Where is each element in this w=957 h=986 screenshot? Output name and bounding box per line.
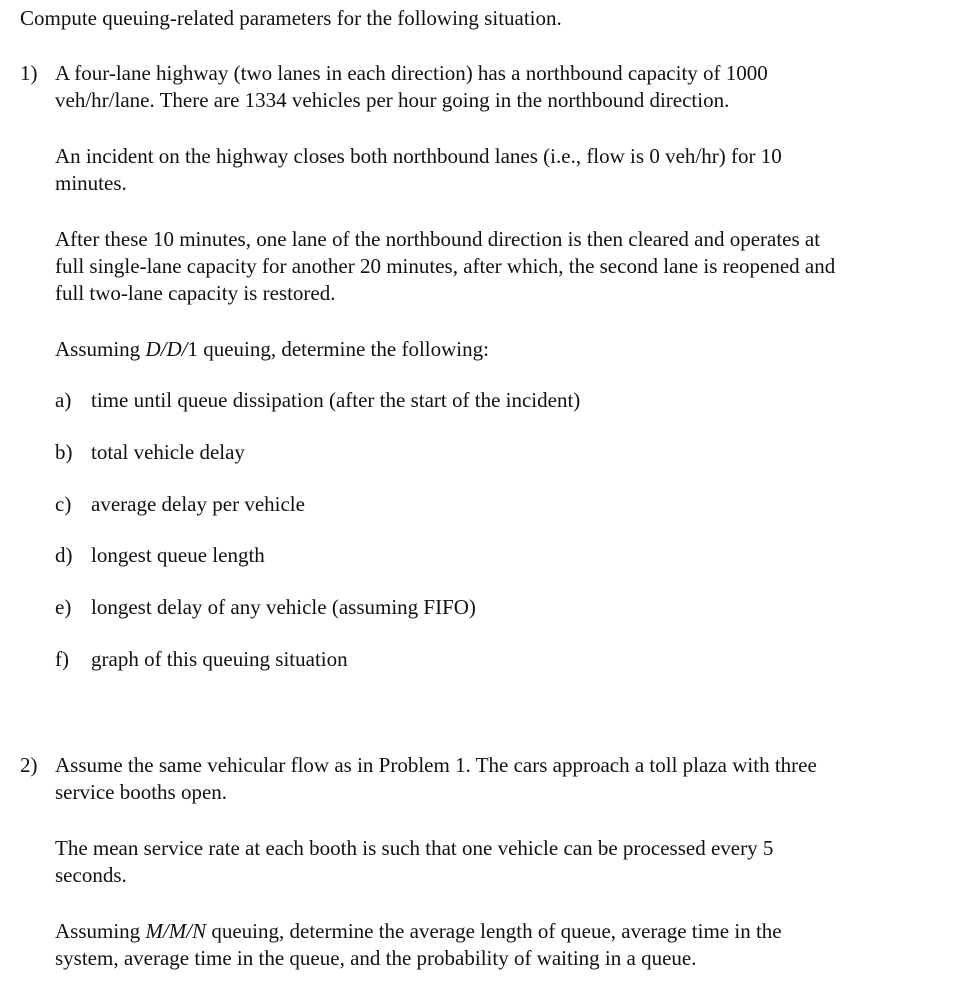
problem-1-para1-line2: veh/hr/lane. There are 1334 vehicles per hour going in the northbound direction. bbox=[55, 88, 730, 112]
problem-1-para3-line1: After these 10 minutes, one lane of the northbound direction is then cleared and operates at bbox=[55, 227, 821, 251]
item-text: total vehicle delay bbox=[91, 440, 245, 464]
assume-suffix: queuing, determine the following: bbox=[197, 337, 489, 361]
queue-model-servers: 1 bbox=[187, 337, 198, 361]
item-text: average delay per vehicle bbox=[91, 492, 305, 516]
item-letter: e) bbox=[55, 595, 72, 619]
problem-1-para3-line2: full single-lane capacity for another 20 minutes, after which, the second lane is reopened and bbox=[55, 254, 836, 278]
item-text: time until queue dissipation (after the start of the incident) bbox=[91, 388, 581, 412]
problem-1-para1-line1: A four-lane highway (two lanes in each direction) has a northbound capacity of 1000 bbox=[55, 61, 768, 85]
assume-suffix: queuing, determine the average length of queue, average time in the bbox=[206, 919, 782, 943]
queue-model-dd: D/D/ bbox=[145, 337, 188, 361]
item-letter: f) bbox=[55, 647, 69, 671]
problem-2-para1-line1: Assume the same vehicular flow as in Problem 1. The cars approach a toll plaza with three bbox=[55, 753, 817, 777]
assume-prefix: Assuming bbox=[55, 919, 146, 943]
problem-1-para3-line3: full two-lane capacity is restored. bbox=[55, 281, 336, 305]
item-letter: b) bbox=[55, 440, 73, 464]
problem-2-assumption-line1 bbox=[55, 918, 782, 945]
queue-model-mmn: M/M/N bbox=[145, 919, 207, 943]
problem-1-number: 1) bbox=[20, 61, 38, 85]
item-text: graph of this queuing situation bbox=[91, 647, 348, 671]
item-letter: a) bbox=[55, 388, 72, 412]
problem-1-assumption bbox=[55, 336, 489, 363]
assume-prefix: Assuming bbox=[55, 337, 146, 361]
item-letter: c) bbox=[55, 492, 72, 516]
problem-2-assumption-line2: system, average time in the queue, and the probability of waiting in a queue. bbox=[55, 946, 697, 970]
item-text: longest queue length bbox=[91, 543, 265, 567]
problem-2-para1-line2: service booths open. bbox=[55, 780, 228, 804]
item-text: longest delay of any vehicle (assuming FIFO) bbox=[91, 595, 476, 619]
problem-2-para2-line1: The mean service rate at each booth is such that one vehicle can be processed every 5 bbox=[55, 836, 774, 860]
intro-text: Compute queuing-related parameters for the following situation. bbox=[20, 6, 562, 30]
problem-1-para2-line2: minutes. bbox=[55, 171, 127, 195]
problem-2-para2-line2: seconds. bbox=[55, 863, 127, 887]
problem-1-para2-line1: An incident on the highway closes both northbound lanes (i.e., flow is 0 veh/hr) for 10 bbox=[55, 144, 782, 168]
item-letter: d) bbox=[55, 543, 73, 567]
problem-2-number: 2) bbox=[20, 753, 38, 777]
